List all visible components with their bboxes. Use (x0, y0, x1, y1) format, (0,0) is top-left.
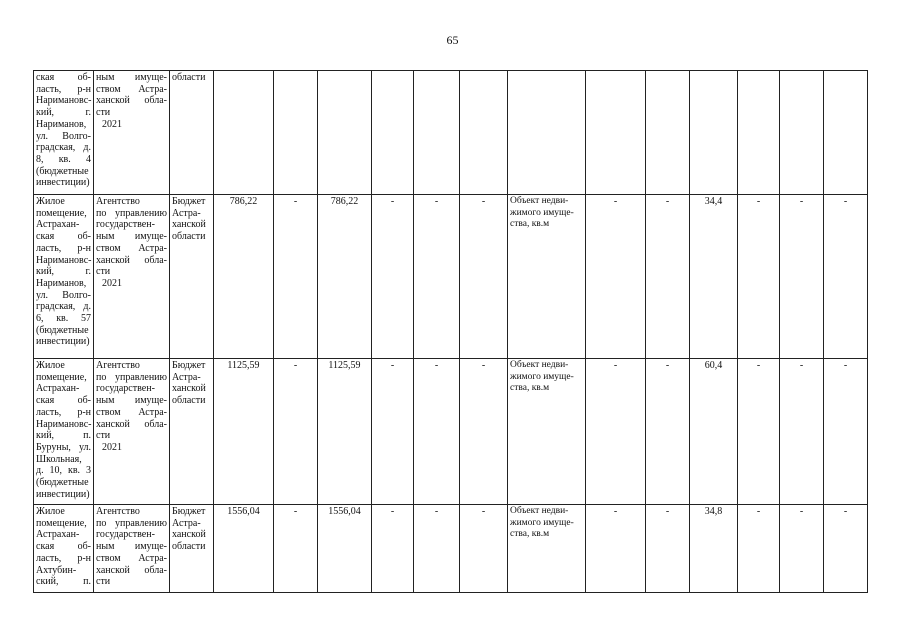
object-description-cell (34, 505, 94, 593)
table-row (34, 195, 868, 359)
object-description-cell-line: 8, кв. 4 (36, 153, 91, 165)
value-cell: - (372, 505, 414, 593)
value-cell (460, 71, 508, 195)
agency-cell-line: государствен- (96, 219, 155, 231)
budget-source-cell (170, 71, 214, 195)
total-amount-cell: 786,22 (214, 195, 274, 359)
object-description-cell-line: ласть, р-н (36, 83, 91, 95)
area-cell: 60,4 (690, 359, 738, 505)
purpose-cell-line: жимого имуще- (510, 207, 574, 218)
value-cell: - (414, 195, 460, 359)
object-description-cell-line: Жилое (36, 506, 65, 517)
budget-source-cell-line: Астра- (172, 207, 201, 219)
budget-source-cell-line: Астра- (172, 517, 201, 529)
agency-cell-line: 2021 (102, 277, 122, 289)
budget-source-cell (170, 359, 214, 505)
object-description-cell (34, 71, 94, 195)
table-row (34, 505, 868, 593)
value-cell: - (414, 505, 460, 593)
area-cell (690, 71, 738, 195)
object-description-cell-line: (бюджетные (36, 324, 89, 336)
object-description-cell-line: ласть, р-н (36, 242, 91, 254)
purpose-cell (508, 505, 586, 593)
value-cell (646, 71, 690, 195)
value-cell: - (460, 195, 508, 359)
value-cell: - (414, 359, 460, 505)
purpose-cell-line: Объект недви- (510, 360, 569, 370)
agency-cell-line: государствен- (96, 529, 155, 541)
object-description-cell-line: помещение, (36, 207, 87, 219)
object-description-cell-line: градская, д. (36, 301, 91, 313)
agency-cell-line: Агентство (96, 360, 140, 371)
purpose-cell (508, 359, 586, 505)
value-cell (372, 71, 414, 195)
object-description-cell-line: ская об- (36, 541, 91, 553)
agency-cell-line: 2021 (102, 441, 122, 453)
object-description-cell-line: Жилое (36, 360, 65, 371)
agency-cell-line: ством Астра- (96, 83, 167, 95)
value-cell (780, 71, 824, 195)
budget-source-cell-line: ханской (172, 383, 206, 395)
agency-cell-line: сти (96, 266, 111, 278)
value-cell: - (780, 505, 824, 593)
value-cell: - (646, 359, 690, 505)
object-description-cell-line: Нариманов, (36, 277, 87, 289)
object-description-cell-line: Астрахан- (36, 383, 80, 395)
budget-source-cell-line: ханской (172, 529, 206, 541)
budget-source-cell (170, 505, 214, 593)
value-cell: - (274, 359, 318, 505)
budget-source-cell-line: Астра- (172, 371, 201, 383)
object-description-cell-line: Астрахан- (36, 529, 80, 541)
agency-cell-line: сти (96, 107, 111, 119)
budget-source-cell-line: области (172, 72, 206, 83)
amount-cell: 1125,59 (318, 359, 372, 505)
object-description-cell-line: Школьная, (36, 453, 82, 465)
agency-cell-line: ханской обла- (96, 254, 167, 266)
object-description-cell-line: кий, г. (36, 107, 91, 119)
value-cell: - (586, 359, 646, 505)
agency-cell-line: ханской обла- (96, 564, 167, 576)
agency-cell-line: по управлению (96, 207, 167, 219)
value-cell: - (738, 195, 780, 359)
value-cell: - (372, 195, 414, 359)
object-description-cell-line: кий, г. (36, 266, 91, 278)
budget-source-cell-line: Бюджет (172, 360, 206, 371)
object-description-cell-line: ский, п. (36, 576, 91, 588)
agency-cell (94, 195, 170, 359)
table-body (34, 71, 868, 593)
budget-source-cell-line: области (172, 231, 206, 243)
object-description-cell-line: Ахтубин- (36, 564, 77, 576)
object-description-cell-line: ласть, р-н (36, 552, 91, 564)
agency-cell-line: государствен- (96, 383, 155, 395)
agency-cell-line: ханской обла- (96, 418, 167, 430)
object-description-cell-line: 6, кв. 57 (36, 313, 91, 325)
value-cell: - (274, 505, 318, 593)
agency-cell-line: ством Астра- (96, 552, 167, 564)
object-description-cell-line: Наримановс- (36, 95, 92, 107)
amount-cell: 1556,04 (318, 505, 372, 593)
value-cell: - (824, 359, 868, 505)
table-row (34, 359, 868, 505)
value-cell (586, 71, 646, 195)
value-cell: - (586, 505, 646, 593)
agency-cell-line: 2021 (102, 118, 122, 130)
object-description-cell-line: (бюджетные (36, 477, 89, 489)
value-cell: - (738, 359, 780, 505)
object-description-cell-line: ская об- (36, 231, 91, 243)
object-description-cell-line: градская, д. (36, 142, 91, 154)
object-description-cell-line: Нариманов, (36, 118, 87, 130)
agency-cell (94, 359, 170, 505)
object-description-cell-line: помещение, (36, 371, 87, 383)
value-cell: - (646, 195, 690, 359)
value-cell: - (646, 505, 690, 593)
value-cell: - (274, 195, 318, 359)
value-cell (414, 71, 460, 195)
area-cell: 34,4 (690, 195, 738, 359)
object-description-cell (34, 195, 94, 359)
agency-cell-line: ным имуще- (96, 231, 167, 243)
object-description-cell-line: инвестиции) (36, 336, 90, 348)
agency-cell-line: ством Астра- (96, 406, 167, 418)
value-cell: - (738, 505, 780, 593)
value-cell: - (824, 195, 868, 359)
value-cell: - (824, 505, 868, 593)
object-description-cell-line: Жилое (36, 196, 65, 207)
object-description-cell-line: ская об- (36, 395, 91, 407)
value-cell: - (460, 359, 508, 505)
object-description-cell-line: кий, п. (36, 430, 91, 442)
object-description-cell-line: Буруны, ул. (36, 441, 91, 453)
agency-cell-line: сти (96, 576, 111, 588)
area-cell: 34,8 (690, 505, 738, 593)
agency-cell-line: ным имуще- (96, 541, 167, 553)
value-cell (738, 71, 780, 195)
purpose-cell-line: Объект недви- (510, 196, 569, 206)
total-amount-cell: 1125,59 (214, 359, 274, 505)
object-description-cell-line: (бюджетные (36, 165, 89, 177)
agency-cell-line: ным имуще- (96, 395, 167, 407)
purpose-cell-line: ства, кв.м (510, 383, 550, 394)
object-description-cell-line: ская об- (36, 72, 91, 83)
object-description-cell-line: ул. Волго- (36, 289, 91, 301)
object-description-cell-line: помещение, (36, 517, 87, 529)
agency-cell-line: ханской обла- (96, 95, 167, 107)
budget-source-cell-line: Бюджет (172, 506, 206, 517)
object-description-cell-line: ласть, р-н (36, 406, 91, 418)
agency-cell-line: ством Астра- (96, 242, 167, 254)
purpose-cell-line: жимого имуще- (510, 517, 574, 528)
total-amount-cell: 1556,04 (214, 505, 274, 593)
value-cell: - (460, 505, 508, 593)
agency-cell-line: по управлению (96, 517, 167, 529)
value-cell (274, 71, 318, 195)
total-amount-cell (214, 71, 274, 195)
purpose-cell-line: ства, кв.м (510, 219, 550, 230)
agency-cell-line: Агентство (96, 196, 140, 207)
value-cell: - (372, 359, 414, 505)
amount-cell (318, 71, 372, 195)
object-description-cell-line: Наримановс- (36, 254, 92, 266)
purpose-cell-line: Объект недви- (510, 506, 569, 516)
object-description-cell-line: Астрахан- (36, 219, 80, 231)
object-description-cell-line: инвестиции) (36, 177, 90, 189)
agency-cell (94, 505, 170, 593)
value-cell (824, 71, 868, 195)
object-description-cell (34, 359, 94, 505)
object-description-cell-line: инвестиции) (36, 488, 90, 500)
value-cell: - (586, 195, 646, 359)
page-number: 65 (446, 33, 459, 47)
object-description-cell-line: ул. Волго- (36, 130, 91, 142)
value-cell: - (780, 195, 824, 359)
budget-source-cell-line: Бюджет (172, 196, 206, 207)
agency-cell-line: сти (96, 430, 111, 442)
purpose-cell (508, 195, 586, 359)
table-row (34, 71, 868, 195)
value-cell: - (780, 359, 824, 505)
agency-cell-line: Агентство (96, 506, 140, 517)
purpose-cell-line: жимого имуще- (510, 371, 574, 382)
budget-source-cell-line: ханской (172, 219, 206, 231)
investment-table (33, 70, 868, 593)
object-description-cell-line: Наримановс- (36, 418, 92, 430)
budget-source-cell-line: области (172, 395, 206, 407)
purpose-cell-line: ства, кв.м (510, 529, 550, 540)
amount-cell: 786,22 (318, 195, 372, 359)
budget-source-cell-line: области (172, 541, 206, 553)
agency-cell-line: ным имуще- (96, 72, 167, 83)
agency-cell (94, 71, 170, 195)
budget-source-cell (170, 195, 214, 359)
object-description-cell-line: д. 10, кв. 3 (36, 465, 91, 477)
agency-cell-line: по управлению (96, 371, 167, 383)
purpose-cell (508, 71, 586, 195)
